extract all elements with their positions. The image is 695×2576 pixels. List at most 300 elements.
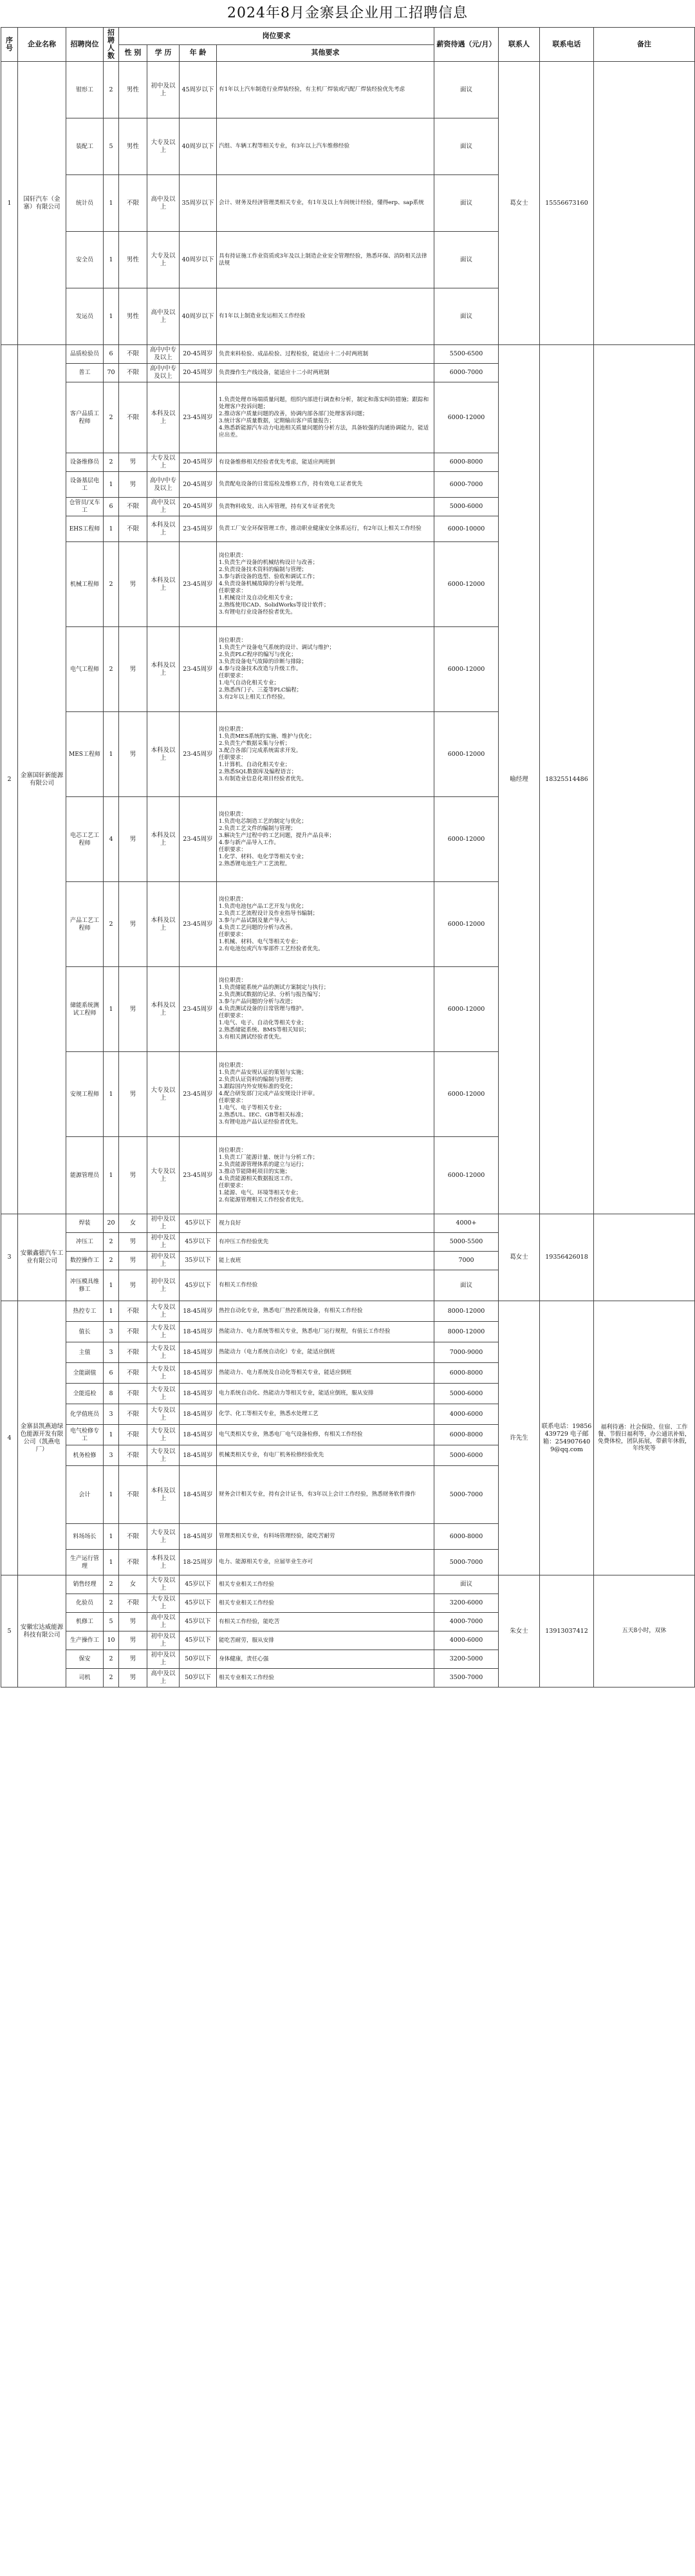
position-name: 热控专工 bbox=[66, 1301, 104, 1322]
company-contact: 葛女士 bbox=[499, 1214, 540, 1301]
position-requirements: 热能动力、电力系统等相关专业，熟悉电厂运行规程，有值长工作经验 bbox=[217, 1322, 434, 1342]
position-education: 初中及以上 bbox=[147, 1233, 180, 1252]
position-gender: 男 bbox=[119, 797, 147, 882]
position-name: 生产操作工 bbox=[66, 1631, 104, 1650]
position-requirements: 具有持证施工作业资质或3年及以上制造企业安全管理经验，熟悉环保、消防相关法律法规 bbox=[217, 232, 434, 288]
position-requirements: 岗位职责： 1.负责产品安规认证的策划与实施； 2.负责认证资料的编制与管理； 3.跟踪国内外安规标准的变化； 4.配合研发部门完成产品安规设计评审。 任职要求： 1.电气、电子等相关专业； 2.熟悉UL、IEC、GB等相关标准； 3.有锂电池产品认证经验者优先。 bbox=[217, 1052, 434, 1137]
position-count: 2 bbox=[104, 1669, 119, 1688]
position-name: 储能系统测试工程师 bbox=[66, 967, 104, 1052]
position-count: 1 bbox=[104, 516, 119, 542]
position-name: 统计员 bbox=[66, 175, 104, 232]
position-age: 18-45周岁 bbox=[180, 1384, 217, 1404]
table-row bbox=[1, 62, 695, 118]
position-name: 化验员 bbox=[66, 1594, 104, 1613]
position-requirements: 能上夜班 bbox=[217, 1252, 434, 1270]
position-salary: 5000-5500 bbox=[434, 1233, 499, 1252]
position-requirements: 有设备维修相关经验者优先考虑，能适应两班倒 bbox=[217, 453, 434, 472]
position-age: 23-45周岁 bbox=[180, 542, 217, 627]
position-salary: 面议 bbox=[434, 288, 499, 345]
position-count: 2 bbox=[104, 1252, 119, 1270]
position-count: 1 bbox=[104, 472, 119, 498]
position-salary: 面议 bbox=[434, 62, 499, 118]
position-requirements: 岗位职责： 1.负责电池包产品工艺开发与优化； 2.负责工艺流程设计及作业指导书编制； 3.参与产品试制及量产导入； 4.负责工艺问题的分析与改善。 任职要求： 1.机械、材料、电气等相关专业； 2.有电池包或汽车零部件工艺经验者优先。 bbox=[217, 882, 434, 967]
position-education: 初中及以上 bbox=[147, 1631, 180, 1650]
position-education: 大专及以上 bbox=[147, 118, 180, 175]
position-salary: 6000-12000 bbox=[434, 967, 499, 1052]
position-salary: 6000-12000 bbox=[434, 1052, 499, 1137]
position-age: 20-45周岁 bbox=[180, 498, 217, 516]
position-count: 2 bbox=[104, 1650, 119, 1669]
position-gender: 男 bbox=[119, 1631, 147, 1650]
position-education: 初中及以上 bbox=[147, 1214, 180, 1233]
position-education: 大专及以上 bbox=[147, 1404, 180, 1425]
header-contact: 联系人 bbox=[499, 28, 540, 62]
position-age: 45岁以下 bbox=[180, 1631, 217, 1650]
position-count: 4 bbox=[104, 797, 119, 882]
position-salary: 7000-9000 bbox=[434, 1342, 499, 1363]
position-gender: 男 bbox=[119, 882, 147, 967]
position-age: 20-45周岁 bbox=[180, 472, 217, 498]
position-age: 20-45周岁 bbox=[180, 345, 217, 364]
position-name: 电气检修专工 bbox=[66, 1425, 104, 1445]
position-name: 品质检验员 bbox=[66, 345, 104, 364]
position-requirements: 负责来料检验、成品检验、过程检验，能适应十二小时两班制 bbox=[217, 345, 434, 364]
position-age: 18-45周岁 bbox=[180, 1322, 217, 1342]
position-count: 2 bbox=[104, 882, 119, 967]
position-requirements: 有冲压工作经验优先 bbox=[217, 1233, 434, 1252]
position-salary: 6000-12000 bbox=[434, 542, 499, 627]
position-name: 机务检修 bbox=[66, 1445, 104, 1466]
position-name: 普工 bbox=[66, 364, 104, 382]
position-count: 1 bbox=[104, 1524, 119, 1550]
header-count: 招聘人数 bbox=[104, 28, 119, 62]
position-count: 2 bbox=[104, 382, 119, 453]
company-remark bbox=[594, 345, 695, 1214]
position-education: 大专及以上 bbox=[147, 1301, 180, 1322]
position-gender: 男性 bbox=[119, 62, 147, 118]
position-education: 大专及以上 bbox=[147, 1384, 180, 1404]
position-gender: 不限 bbox=[119, 1550, 147, 1575]
position-gender: 男 bbox=[119, 1252, 147, 1270]
position-requirements: 岗位职责： 1.负责工厂能源计量、统计与分析工作； 2.负责能源管理体系的建立与运行； 3.推动节能降耗项目的实施； 4.负责能源相关数据报送工作。 任职要求： 1.能源、电气、环境等相关专业； 2.有能源管理相关工作经验者优先。 bbox=[217, 1137, 434, 1214]
position-education: 高中/中专及以上 bbox=[147, 364, 180, 382]
position-age: 50岁以下 bbox=[180, 1650, 217, 1669]
position-education: 高中及以上 bbox=[147, 175, 180, 232]
position-salary: 6000-12000 bbox=[434, 382, 499, 453]
position-gender: 男 bbox=[119, 1669, 147, 1688]
position-gender: 男 bbox=[119, 1052, 147, 1137]
position-requirements: 岗位职责： 1.负责储能系统产品的测试方案制定与执行； 2.负责测试数据的记录、分析与报告编写； 3.参与产品问题的分析与改进； 4.负责测试设备的日常管理与维护。 任职要求： 1.电气、电子、自动化等相关专业； 2.熟悉储能系统、BMS等相关知识； 3.有相关测试经验者优先。 bbox=[217, 967, 434, 1052]
company-remark bbox=[594, 62, 695, 345]
position-requirements: 热能动力、电力系统及自动化等相关专业，能适应倒班 bbox=[217, 1363, 434, 1384]
position-requirements: 负责配电设备的日常巡检及维修工作，持有效电工证者优先 bbox=[217, 472, 434, 498]
position-count: 1 bbox=[104, 1466, 119, 1524]
position-gender: 男 bbox=[119, 453, 147, 472]
position-count: 1 bbox=[104, 712, 119, 797]
position-education: 本科及以上 bbox=[147, 1466, 180, 1524]
position-age: 45岁以下 bbox=[180, 1575, 217, 1594]
position-name: 全能巡检 bbox=[66, 1384, 104, 1404]
position-gender: 男性 bbox=[119, 288, 147, 345]
header-requirements: 岗位要求 bbox=[119, 28, 434, 45]
position-salary: 3200-5000 bbox=[434, 1650, 499, 1669]
position-gender: 男 bbox=[119, 1650, 147, 1669]
position-age: 23-45周岁 bbox=[180, 382, 217, 453]
position-requirements: 岗位职责： 1.负责电芯制造工艺的制定与优化； 2.负责工艺文件的编制与管理； 3.解决生产过程中的工艺问题，提升产品良率； 4.参与新产品导入工作。 任职要求： 1.化学、材料、电化学等相关专业； 2.熟悉锂电池生产工艺流程。 bbox=[217, 797, 434, 882]
position-requirements: 岗位职责： 1.负责MES系统的实施、维护与优化； 2.负责生产数据采集与分析； 3.配合各部门完成系统需求开发。 任职要求： 1.计算机、自动化相关专业； 2.熟悉SQL数据库及编程语言； 3.有制造业信息化项目经验者优先。 bbox=[217, 712, 434, 797]
position-gender: 男 bbox=[119, 542, 147, 627]
position-salary: 4000+ bbox=[434, 1214, 499, 1233]
position-name: 装配工 bbox=[66, 118, 104, 175]
position-count: 1 bbox=[104, 1137, 119, 1214]
position-education: 初中及以上 bbox=[147, 62, 180, 118]
position-name: 焊装 bbox=[66, 1214, 104, 1233]
position-salary: 3200-6000 bbox=[434, 1594, 499, 1613]
position-name: 司机 bbox=[66, 1669, 104, 1688]
position-name: 全能副值 bbox=[66, 1363, 104, 1384]
position-salary: 6000-7000 bbox=[434, 472, 499, 498]
position-gender: 不限 bbox=[119, 1594, 147, 1613]
position-gender: 女 bbox=[119, 1214, 147, 1233]
position-salary: 6000-12000 bbox=[434, 797, 499, 882]
position-count: 2 bbox=[104, 542, 119, 627]
position-age: 23-45周岁 bbox=[180, 797, 217, 882]
position-gender: 不限 bbox=[119, 1301, 147, 1322]
position-age: 40周岁以下 bbox=[180, 118, 217, 175]
position-requirements: 负责操作生产线设备，能适应十二小时两班制 bbox=[217, 364, 434, 382]
position-age: 18-45周岁 bbox=[180, 1404, 217, 1425]
position-education: 大专及以上 bbox=[147, 1342, 180, 1363]
position-salary: 面议 bbox=[434, 1270, 499, 1301]
position-age: 20-45周岁 bbox=[180, 453, 217, 472]
header-phone: 联系电话 bbox=[540, 28, 594, 62]
position-age: 18-45周岁 bbox=[180, 1466, 217, 1524]
position-gender: 男性 bbox=[119, 232, 147, 288]
position-salary: 5000-6000 bbox=[434, 498, 499, 516]
company-remark: 福利待遇：社会保险、住宿、工作餐、节假日福利等，办公通讯补贴，免费体检，团队拓展，带薪年休假，年终奖等 bbox=[594, 1301, 695, 1575]
position-count: 2 bbox=[104, 453, 119, 472]
position-age: 23-45周岁 bbox=[180, 882, 217, 967]
position-salary: 面议 bbox=[434, 175, 499, 232]
company-name: 安徽鑫德汽车工业有限公司 bbox=[18, 1214, 66, 1301]
position-education: 大专及以上 bbox=[147, 1425, 180, 1445]
position-gender: 男 bbox=[119, 1233, 147, 1252]
position-education: 大专及以上 bbox=[147, 1594, 180, 1613]
position-name: 产品工艺工程师 bbox=[66, 882, 104, 967]
position-requirements: 汽组、车辆工程等相关专业，有3年以上汽车维修经验 bbox=[217, 118, 434, 175]
company-seq: 1 bbox=[1, 62, 18, 345]
position-name: 仓管员/叉车工 bbox=[66, 498, 104, 516]
position-salary: 5500-6500 bbox=[434, 345, 499, 364]
position-age: 45岁以下 bbox=[180, 1270, 217, 1301]
position-education: 本科及以上 bbox=[147, 882, 180, 967]
position-age: 50岁以下 bbox=[180, 1669, 217, 1688]
position-count: 6 bbox=[104, 345, 119, 364]
position-gender: 不限 bbox=[119, 516, 147, 542]
position-requirements: 电力系统自动化、热能动力等相关专业，能适应倒班，服从安排 bbox=[217, 1384, 434, 1404]
position-education: 本科及以上 bbox=[147, 516, 180, 542]
header-gender: 性 别 bbox=[119, 44, 147, 62]
position-salary: 6000-12000 bbox=[434, 712, 499, 797]
position-name: 销售经理 bbox=[66, 1575, 104, 1594]
position-count: 2 bbox=[104, 627, 119, 712]
position-count: 20 bbox=[104, 1214, 119, 1233]
company-seq: 3 bbox=[1, 1214, 18, 1301]
position-name: 保安 bbox=[66, 1650, 104, 1669]
position-education: 初中及以上 bbox=[147, 1270, 180, 1301]
company-phone: 13913037412 bbox=[540, 1575, 594, 1688]
position-age: 18-45周岁 bbox=[180, 1301, 217, 1322]
header-other: 其他要求 bbox=[217, 44, 434, 62]
position-requirements: 身体健康，责任心强 bbox=[217, 1650, 434, 1669]
position-salary: 8000-12000 bbox=[434, 1322, 499, 1342]
table-row bbox=[1, 1301, 695, 1322]
position-name: 主值 bbox=[66, 1342, 104, 1363]
position-education: 大专及以上 bbox=[147, 1445, 180, 1466]
position-age: 23-45周岁 bbox=[180, 967, 217, 1052]
position-requirements: 机械类相关专业，有电厂机务检修经验优先 bbox=[217, 1445, 434, 1466]
position-age: 40周岁以下 bbox=[180, 232, 217, 288]
position-education: 大专及以上 bbox=[147, 1137, 180, 1214]
position-requirements: 相关专业相关工作经验 bbox=[217, 1575, 434, 1594]
company-phone: 18325514486 bbox=[540, 345, 594, 1214]
position-gender: 不限 bbox=[119, 1363, 147, 1384]
position-salary: 6000-12000 bbox=[434, 882, 499, 967]
position-name: MES工程师 bbox=[66, 712, 104, 797]
position-age: 18-25周岁 bbox=[180, 1550, 217, 1575]
header-seq: 序号 bbox=[1, 28, 18, 62]
position-salary: 8000-12000 bbox=[434, 1301, 499, 1322]
company-remark bbox=[594, 1214, 695, 1301]
position-age: 18-45周岁 bbox=[180, 1425, 217, 1445]
position-education: 高中及以上 bbox=[147, 498, 180, 516]
company-seq: 5 bbox=[1, 1575, 18, 1688]
position-count: 1 bbox=[104, 1550, 119, 1575]
position-gender: 不限 bbox=[119, 1466, 147, 1524]
table-row bbox=[1, 1575, 695, 1594]
company-contact: 朱女士 bbox=[499, 1575, 540, 1688]
position-gender: 不限 bbox=[119, 1342, 147, 1363]
company-phone: 联系电话：19856439729 电子邮箱：2549076409@qq.com bbox=[540, 1301, 594, 1575]
position-salary: 面议 bbox=[434, 118, 499, 175]
position-name: 设备基层电工 bbox=[66, 472, 104, 498]
position-requirements: 1.负责处理市场端质量问题，组织内部进行调查和分析，制定和落实纠防措施；跟踪和处理客户投诉问题； 2.推动客户质量问题的改善，协调内部各部门处理客诉问题； 3.统计客户质量数据，定期输出客户质量报告； 4.熟悉新能源汽车动力电池相关质量问题的分析方法，具备较强的沟通协调能力，能适应出差。 bbox=[217, 382, 434, 453]
position-gender: 男 bbox=[119, 627, 147, 712]
position-education: 大专及以上 bbox=[147, 1363, 180, 1384]
position-education: 初中及以上 bbox=[147, 1252, 180, 1270]
position-count: 5 bbox=[104, 1613, 119, 1631]
position-requirements: 有相关工作经验，能吃苦 bbox=[217, 1613, 434, 1631]
position-age: 23-45周岁 bbox=[180, 516, 217, 542]
position-salary: 6000-7000 bbox=[434, 364, 499, 382]
position-gender: 不限 bbox=[119, 175, 147, 232]
position-count: 1 bbox=[104, 1052, 119, 1137]
position-gender: 不限 bbox=[119, 498, 147, 516]
company-phone: 15556673160 bbox=[540, 62, 594, 345]
position-name: 钳形工 bbox=[66, 62, 104, 118]
position-count: 5 bbox=[104, 118, 119, 175]
position-gender: 男 bbox=[119, 712, 147, 797]
position-requirements: 能吃苦耐劳，服从安排 bbox=[217, 1631, 434, 1650]
position-name: 电气工程师 bbox=[66, 627, 104, 712]
position-age: 35周岁以下 bbox=[180, 175, 217, 232]
position-name: 化学值班员 bbox=[66, 1404, 104, 1425]
position-gender: 不限 bbox=[119, 1322, 147, 1342]
position-age: 45岁以下 bbox=[180, 1613, 217, 1631]
company-seq: 4 bbox=[1, 1301, 18, 1575]
position-education: 大专及以上 bbox=[147, 1052, 180, 1137]
position-salary: 5000-7000 bbox=[434, 1550, 499, 1575]
position-requirements: 化学、化工等相关专业，熟悉水处理工艺 bbox=[217, 1404, 434, 1425]
position-age: 23-45周岁 bbox=[180, 712, 217, 797]
position-salary: 面议 bbox=[434, 1575, 499, 1594]
position-education: 大专及以上 bbox=[147, 1524, 180, 1550]
position-name: 机修工 bbox=[66, 1613, 104, 1631]
position-count: 3 bbox=[104, 1342, 119, 1363]
position-gender: 不限 bbox=[119, 345, 147, 364]
position-salary: 6000-12000 bbox=[434, 627, 499, 712]
position-count: 2 bbox=[104, 1575, 119, 1594]
position-education: 本科及以上 bbox=[147, 712, 180, 797]
position-education: 大专及以上 bbox=[147, 1322, 180, 1342]
position-age: 23-45周岁 bbox=[180, 627, 217, 712]
table-row bbox=[1, 1214, 695, 1233]
position-name: 能源管理员 bbox=[66, 1137, 104, 1214]
position-count: 1 bbox=[104, 1425, 119, 1445]
position-salary: 7000 bbox=[434, 1252, 499, 1270]
company-name: 国轩汽车（金寨）有限公司 bbox=[18, 62, 66, 345]
position-gender: 不限 bbox=[119, 1404, 147, 1425]
position-requirements: 电气类相关专业，熟悉电厂电气设备检修，有相关工作经验 bbox=[217, 1425, 434, 1445]
position-name: 冲压工 bbox=[66, 1233, 104, 1252]
position-requirements: 负责工厂安全环保管理工作，推动职业健康安全体系运行，有2年以上相关工作经验 bbox=[217, 516, 434, 542]
position-count: 6 bbox=[104, 1363, 119, 1384]
position-education: 本科及以上 bbox=[147, 797, 180, 882]
position-requirements: 有1年以上制造业发运相关工作经验 bbox=[217, 288, 434, 345]
position-age: 40周岁以下 bbox=[180, 288, 217, 345]
position-name: 值长 bbox=[66, 1322, 104, 1342]
company-remark: 五天8小时，双休 bbox=[594, 1575, 695, 1688]
position-age: 45岁以下 bbox=[180, 1214, 217, 1233]
position-count: 1 bbox=[104, 967, 119, 1052]
company-contact: 喻经理 bbox=[499, 345, 540, 1214]
header-remark: 备注 bbox=[594, 28, 695, 62]
position-requirements: 相关专业相关工作经验 bbox=[217, 1594, 434, 1613]
position-count: 8 bbox=[104, 1384, 119, 1404]
position-name: 发运员 bbox=[66, 288, 104, 345]
table-row bbox=[1, 345, 695, 364]
position-salary: 面议 bbox=[434, 232, 499, 288]
position-count: 3 bbox=[104, 1404, 119, 1425]
position-count: 1 bbox=[104, 175, 119, 232]
position-salary: 6000-8000 bbox=[434, 1363, 499, 1384]
position-education: 本科及以上 bbox=[147, 967, 180, 1052]
position-name: 安规工程师 bbox=[66, 1052, 104, 1137]
position-salary: 6000-8000 bbox=[434, 453, 499, 472]
position-gender: 男 bbox=[119, 472, 147, 498]
position-gender: 女 bbox=[119, 1575, 147, 1594]
position-salary: 6000-8000 bbox=[434, 1425, 499, 1445]
position-salary: 3500-7000 bbox=[434, 1669, 499, 1688]
position-gender: 不限 bbox=[119, 382, 147, 453]
position-education: 高中/中专及以上 bbox=[147, 472, 180, 498]
position-education: 大专及以上 bbox=[147, 232, 180, 288]
company-name: 安徽宏达威能源科技有限公司 bbox=[18, 1575, 66, 1688]
position-gender: 不限 bbox=[119, 364, 147, 382]
company-contact: 许先生 bbox=[499, 1301, 540, 1575]
position-count: 1 bbox=[104, 1270, 119, 1301]
position-education: 高中及以上 bbox=[147, 1669, 180, 1688]
position-salary: 4000-7000 bbox=[434, 1613, 499, 1631]
position-age: 45岁以下 bbox=[180, 1233, 217, 1252]
position-gender: 男性 bbox=[119, 118, 147, 175]
company-name: 金寨国轩新能源有限公司 bbox=[18, 345, 66, 1214]
position-age: 18-45周岁 bbox=[180, 1524, 217, 1550]
position-name: 冲压模具维修工 bbox=[66, 1270, 104, 1301]
position-name: 料场场长 bbox=[66, 1524, 104, 1550]
position-requirements: 管理类相关专业，有料场管理经验，能吃苦耐劳 bbox=[217, 1524, 434, 1550]
position-count: 1 bbox=[104, 288, 119, 345]
header-position: 招聘岗位 bbox=[66, 28, 104, 62]
position-requirements: 会计、财务及经济管理类相关专业，有1年及以上车间统计经验，懂得erp、sap系统 bbox=[217, 175, 434, 232]
position-gender: 男 bbox=[119, 1137, 147, 1214]
position-count: 10 bbox=[104, 1631, 119, 1650]
position-age: 35岁以下 bbox=[180, 1252, 217, 1270]
recruitment-table bbox=[1, 27, 695, 1688]
position-requirements: 有相关工作经验 bbox=[217, 1270, 434, 1301]
position-gender: 不限 bbox=[119, 1384, 147, 1404]
position-gender: 男 bbox=[119, 1613, 147, 1631]
position-gender: 男 bbox=[119, 1270, 147, 1301]
position-age: 20-45周岁 bbox=[180, 364, 217, 382]
position-education: 本科及以上 bbox=[147, 1550, 180, 1575]
header-education: 学 历 bbox=[147, 44, 180, 62]
position-age: 23-45周岁 bbox=[180, 1052, 217, 1137]
position-name: 安全员 bbox=[66, 232, 104, 288]
position-gender: 不限 bbox=[119, 1425, 147, 1445]
position-count: 2 bbox=[104, 1233, 119, 1252]
position-education: 大专及以上 bbox=[147, 453, 180, 472]
position-name: 客户品质工程师 bbox=[66, 382, 104, 453]
header-company: 企业名称 bbox=[18, 28, 66, 62]
company-phone: 19356426018 bbox=[540, 1214, 594, 1301]
position-age: 23-45周岁 bbox=[180, 1137, 217, 1214]
position-education: 本科及以上 bbox=[147, 542, 180, 627]
position-count: 1 bbox=[104, 1301, 119, 1322]
position-age: 45岁以下 bbox=[180, 1594, 217, 1613]
position-age: 45周岁以下 bbox=[180, 62, 217, 118]
position-requirements: 视力良好 bbox=[217, 1214, 434, 1233]
position-name: 会计 bbox=[66, 1466, 104, 1524]
position-count: 2 bbox=[104, 1594, 119, 1613]
position-count: 6 bbox=[104, 498, 119, 516]
header-age: 年 龄 bbox=[180, 44, 217, 62]
position-count: 2 bbox=[104, 62, 119, 118]
position-requirements: 热能动力（电力系统自动化）专业，能适应倒班 bbox=[217, 1342, 434, 1363]
position-salary: 5000-7000 bbox=[434, 1466, 499, 1524]
position-name: EHS工程师 bbox=[66, 516, 104, 542]
position-salary: 6000-12000 bbox=[434, 1137, 499, 1214]
position-education: 大专及以上 bbox=[147, 1575, 180, 1594]
company-contact: 葛女士 bbox=[499, 62, 540, 345]
position-gender: 不限 bbox=[119, 1524, 147, 1550]
position-education: 高中及以上 bbox=[147, 288, 180, 345]
position-salary: 6000-8000 bbox=[434, 1524, 499, 1550]
header-salary: 薪资待遇（元/月） bbox=[434, 28, 499, 62]
position-count: 1 bbox=[104, 232, 119, 288]
position-education: 高中及以上 bbox=[147, 1613, 180, 1631]
position-requirements: 热控自动化专业，熟悉电厂热控系统设备，有相关工作经验 bbox=[217, 1301, 434, 1322]
